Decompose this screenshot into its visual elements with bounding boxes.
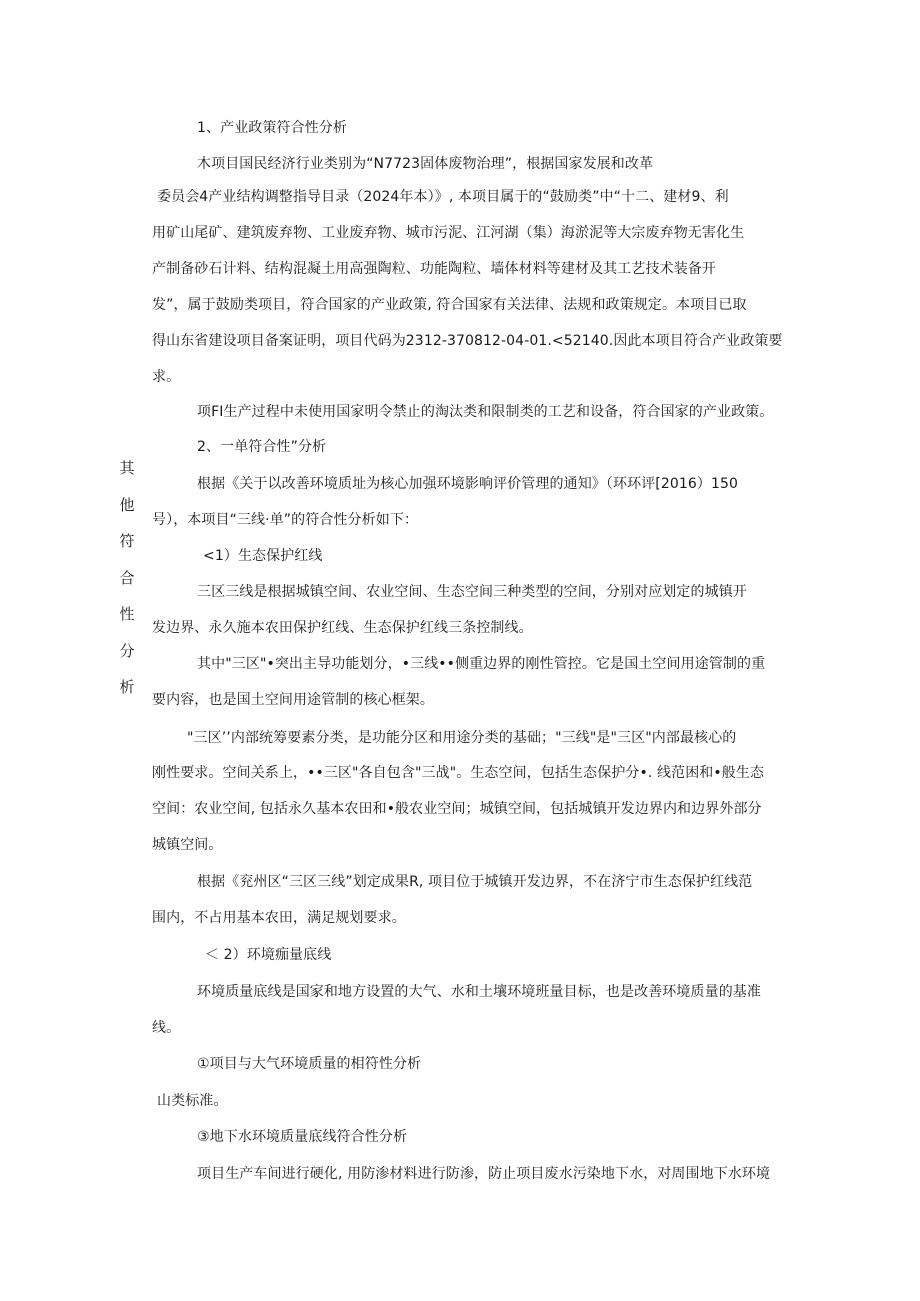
- text-line: 线。: [152, 1020, 181, 1036]
- side-label-char: 合: [119, 568, 135, 587]
- side-label-char: 他: [119, 495, 135, 514]
- text-line: 三区三线是根据城镇空间、农业空间、生态空间三种类型的空间，分别对应划定的城镇开: [197, 584, 747, 600]
- text-line: 山类标准。: [157, 1093, 228, 1109]
- text-line: 求。: [152, 369, 181, 385]
- text-line: 环境质量底线是国家和地方设置的大气、水和土壤环境班量目标，也是改善环境质量的基准: [197, 984, 761, 1000]
- text-line: 发”，属于鼓励类项目，符合国家的产业政策, 符合国家有关法律、法规和政策规定。本项目已取: [152, 297, 747, 313]
- subheading-ecological-redline: <1）生态保护红线: [203, 548, 323, 564]
- side-label-char: 符: [119, 532, 135, 550]
- text-line: 用矿山尾矿、建筑废弃物、工业废弃物、城市污泥、江河湖（集）海淤泥等大宗废弃物无害化生: [152, 225, 745, 241]
- text-line: 产制备砂石计料、结构混凝土用高强陶粒、功能陶粒、墙体材料等建材及其工艺技术装备开: [152, 261, 716, 277]
- subheading-environment-quality: ＜ 2）环境痂量底线: [205, 947, 332, 963]
- side-label-char: 其: [119, 459, 135, 477]
- side-label-char: 分: [119, 641, 135, 660]
- text-line: 刚性要求。空间关系上，••三区"各自包含"三战"。生态空间，包括生态保护分•. 线范困和•般生态: [152, 765, 765, 781]
- text-line: 项目生产车间进行硬化, 用防渗材料进行防渗，防止项目废水污染地下水，对周围地下水环境: [197, 1166, 771, 1182]
- text-line: 根据《关于以改善环境质址为核心加强环境影响评价管理的通知》（环环评[2016）150: [197, 476, 739, 492]
- text-line: 木项目国民经济行业类别为“N7723固体废物治理”，根据国家发展和改革: [197, 156, 654, 172]
- section-heading-three-lines: 2、一单符合性”分析: [197, 439, 327, 455]
- text-line: 空间：农业空间, 包括永久基本农田和•般农业空间；城镇空间，包括城镇开发边界内和边界外部分: [152, 801, 762, 817]
- text-line: 城镇空间。: [152, 837, 223, 853]
- text-line: 发边界、永久施本农田保护红线、生态保护红线三条控制线。: [152, 620, 533, 636]
- text-line: 项FI生产过程中未使用国家明令禁止的淘汰类和限制类的工艺和设备，符合国家的产业政策。: [197, 404, 774, 420]
- text-line: 得山东省建设项目备案证明，项目代码为2312-370812-04-01.<52140.因此本项目符合产业政策要: [152, 333, 783, 349]
- side-label-char: 性: [119, 605, 135, 623]
- text-line: 号），本项目“三线·单”的符合性分析如下：: [152, 512, 419, 528]
- text-line: 委员会4产业结构调整指导目录（2024年本）》, 本项目属于的“鼓励类”中“十二、建材9、利: [157, 189, 729, 205]
- text-line: 其中"三区"•突出主导功能划分，•三线••侧重边界的刚性管控。它是国土空间用途管制的重: [197, 656, 766, 672]
- section-heading-industry-policy: 1、产业政策符合性分析: [197, 120, 348, 136]
- subheading-air-quality: ①项目与大气环境质量的相符性分析: [197, 1056, 422, 1072]
- subheading-groundwater: ③地下水环境质量底线符合性分析: [197, 1129, 408, 1145]
- side-label-char: 析: [119, 678, 135, 696]
- text-line: 围内，不占用基本农田，满足规划要求。: [152, 910, 406, 926]
- text-line: 要内容，也是国土空间用途管制的核心框架。: [152, 692, 434, 708]
- side-column-label: [112, 450, 142, 706]
- text-line: "三区’’内部统筹要素分类，是功能分区和用途分类的基础；"三线"是"三区"内部最核心的: [187, 730, 737, 746]
- text-line: 根据《兖州区“三区三线”划定成果R, 项目位于城镇开发边界，不在济宁市生态保护红线范: [197, 874, 753, 890]
